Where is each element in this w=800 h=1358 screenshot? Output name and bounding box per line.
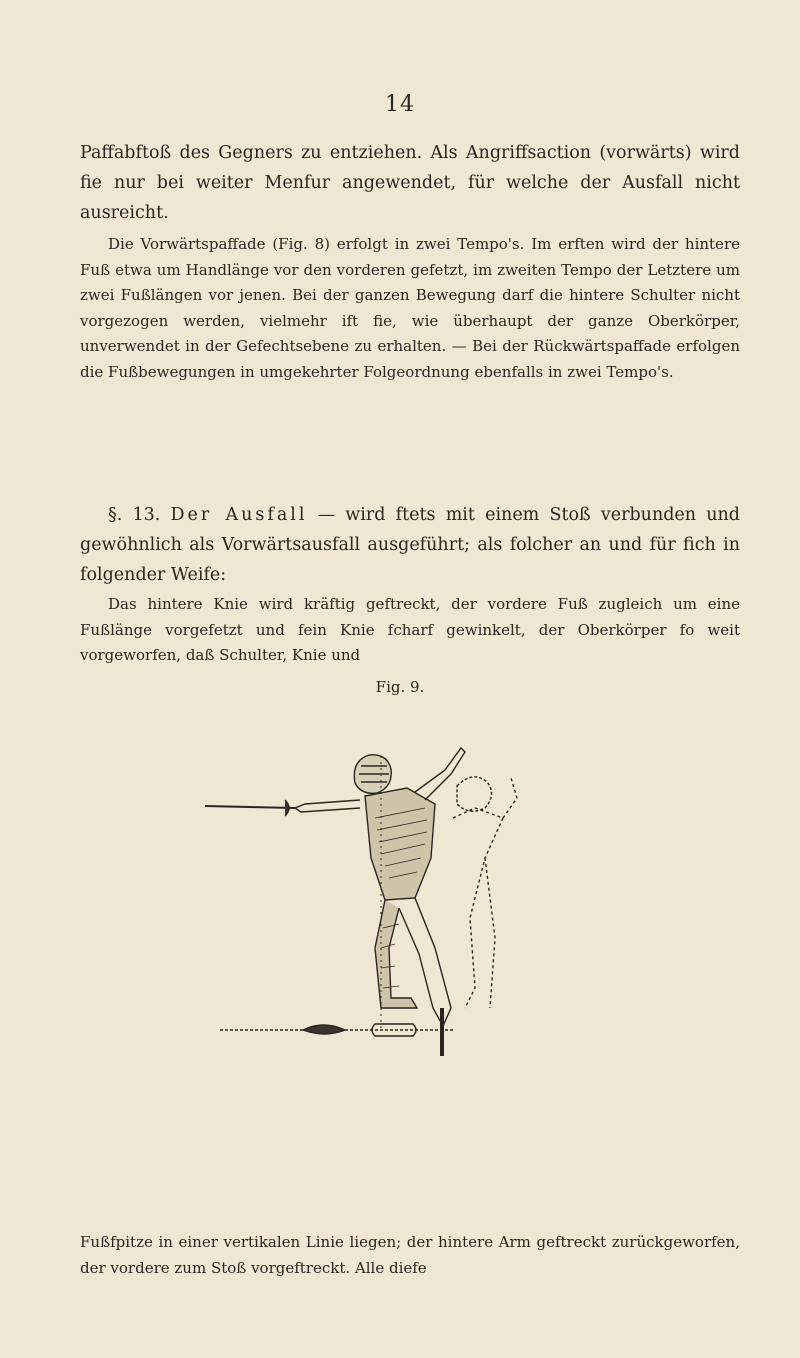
fencer-front-arm <box>295 800 360 812</box>
section-text: — wird ftets mit einem Stoß verbunden und gewöhnlich als Vorwärtsausfall ausgeführt; als folcher an und für fich in folgender Weife: <box>80 505 740 585</box>
ghost-head <box>457 777 492 811</box>
paragraph-continuation: Paffabftoß des Gegners zu entziehen. Als Angriffsaction (vorwärts) wird fie nur bei weiter Menfur angewendet, für welche der Ausfall nicht ausreicht. <box>80 143 740 223</box>
figure-caption: Fig. 9. <box>375 678 425 696</box>
paragraph-vorwaertspassade: Die Vorwärtspaffade (Fig. 8) erfolgt in zwei Tempo's. Im erften wird der hintere Fuß etwa um Handlänge vor den vorderen gefetzt, im zweiten Tempo der Letztere um zwei Fußlängen vor jenen. Bei der ganzen Bewegung darf die hintere Schulter nicht vorgezogen werden, vielmehr ift fie, wie überhaupt der ganze Oberkörper, unverwendet in der Gefechtsebene zu erhalten. — Bei der Rückwärtspaffade erfolgen die Fußbewegungen in umgekehrter Folgeordnung ebenfalls in zwei Tempo's. <box>80 235 740 381</box>
fencer-rear-arm <box>415 748 465 800</box>
section-13-paragraph <box>80 500 740 590</box>
section-number: §. 13. <box>108 505 161 525</box>
rear-foot-outline <box>303 1025 345 1034</box>
foil-blade <box>205 806 295 808</box>
front-foot-outline <box>372 1024 416 1036</box>
paragraph-ausfall-description: Das hintere Knie wird kräftig geftreckt, der vordere Fuß zugleich um eine Fußlänge vorgefetzt und fein Knie fcharf gewinkelt, der Oberkörper fo weit vorgeworfen, daß Schulter, Knie und <box>80 595 740 664</box>
paragraph-after-figure: Fußfpitze in einer vertikalen Linie liegen; der hintere Arm geftreckt zurückgeworfen, der vordere zum Stoß vorgeftreckt. Alle diefe <box>80 1233 740 1277</box>
page-number: 14 <box>385 92 415 117</box>
ghost-arm <box>503 778 517 818</box>
section-title: Der Ausfall <box>170 505 308 525</box>
foil-guard <box>285 800 289 816</box>
ghost-body <box>453 808 503 1008</box>
fencing-figure-illustration <box>185 708 615 1233</box>
